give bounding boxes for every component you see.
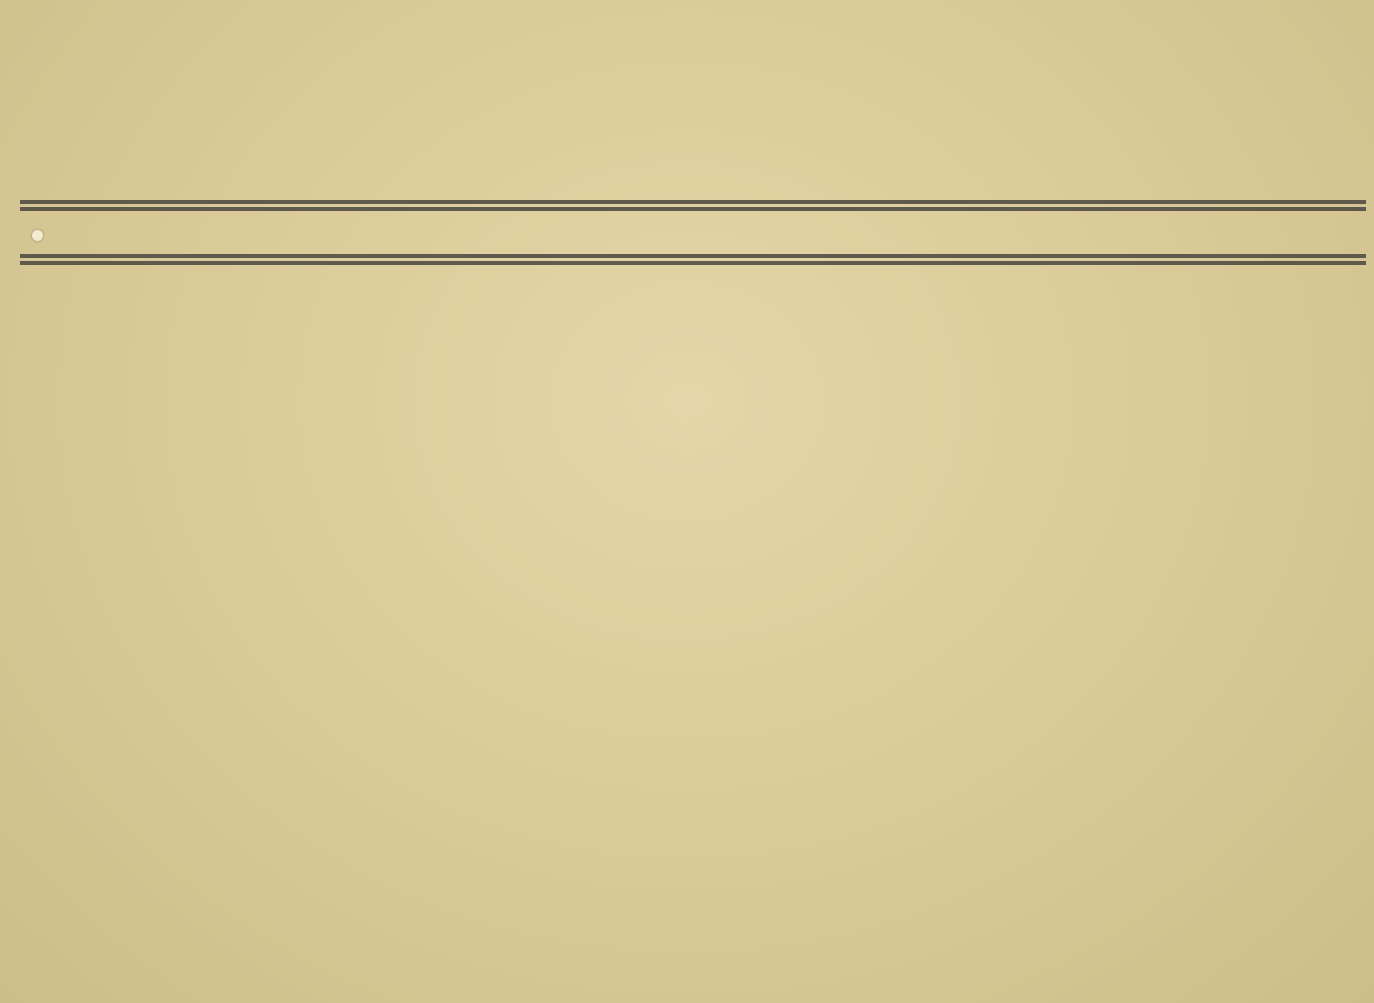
punch-hole — [32, 230, 43, 241]
header-rule-top — [20, 200, 1366, 214]
header-rule-bottom — [20, 254, 1366, 268]
